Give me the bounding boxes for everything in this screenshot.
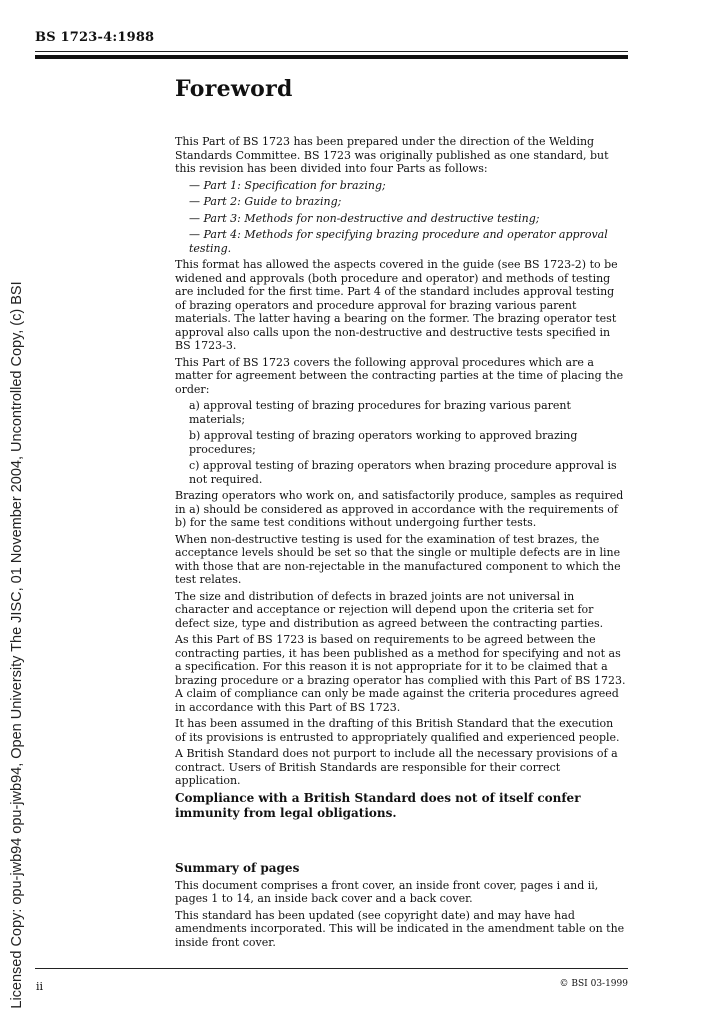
footer-rule — [35, 968, 628, 969]
operators-paragraph: Brazing operators who work on, and satisfactorily produce, samples as required in a) should be considered as approved in accordance with the requirements of b) for the same test conditions without undergoing further tests. — [175, 489, 624, 529]
covers-paragraph: This Part of BS 1723 covers the following approval procedures which are a matter for agreement between the contracting parties at the time of placing the order: — [175, 355, 624, 396]
header-rule-thick — [35, 55, 628, 59]
compliance-statement: Compliance with a British Standard does not of itself confer immunity from legal obligations. — [175, 790, 581, 820]
page-number: ii — [36, 980, 44, 993]
copyright-notice: © BSI 03-1999 — [559, 979, 628, 989]
license-notice: Licensed Copy: opu-jwb94 opu-jwb94, Open University The JISC, 01 November 2004, Uncontrolled Copy, (c) BSI — [9, 281, 25, 1009]
procedure-list-item: a) approval testing of brazing procedures for brazing various parent materials; — [189, 399, 571, 426]
purport-paragraph: A British Standard does not purport to include all the necessary provisions of a contract. Users of British Standards are responsible for their correct application. — [175, 747, 618, 787]
assumed-paragraph: It has been assumed in the drafting of this British Standard that the execution of its provisions is entrusted to appropriately qualified and experienced people. — [175, 717, 620, 744]
ndt-paragraph: When non-destructive testing is used for the examination of test brazes, the acceptance levels should be set so that the single or multiple defects are in line with those that are non-rejectable in the manufactured component to which the test relates. — [175, 532, 621, 586]
side-margin — [0, 0, 34, 1024]
method-paragraph: As this Part of BS 1723 is based on requirements to be agreed between the contracting parties, it has been published as a method for specifying and not as a specification. For this reason it is not appropriate for it to be claimed that a brazing procedure or a brazing operator has complied with this Part of BS 1723. A claim of compliance can only be made against the criteria procedures agreed in accordance with this Part of BS 1723. — [175, 633, 626, 714]
parts-list-item: — Part 3: Methods for non-destructive and destructive testing; — [189, 211, 540, 225]
page-title: Foreword — [175, 76, 293, 102]
header-rule-thin — [35, 51, 628, 52]
summary-section — [175, 862, 627, 952]
summary-heading: Summary of pages — [175, 861, 300, 875]
format-paragraph: This format has allowed the aspects covered in the guide (see BS 1723-2) to be widened and approvals (both procedure and operator) and methods of testing are included for the first time. Part 4 of the standard includes approval testing of brazing operators and procedure approval for brazing various parent materials. The latter having a bearing on the former. The brazing operator test approval also calls upon the non-destructive and destructive tests specified in BS 1723-3. — [175, 258, 618, 352]
defects-paragraph: The size and distribution of defects in brazed joints are not universal in character and acceptance or rejection will depend upon the criteria set for defect size, type and distribution as agreed between the contracting parties. — [175, 589, 604, 630]
parts-list-item: — Part 1: Specification for brazing; — [189, 178, 386, 192]
summary-pages-paragraph: This document comprises a front cover, an inside front cover, pages i and ii, pages 1 to 14, an inside back cover and a back cover. — [175, 878, 599, 905]
intro-paragraph: This Part of BS 1723 has been prepared under the direction of the Welding Standards Committee. BS 1723 was originally published as one standard, but this revision has been divided into four Parts as follows: — [175, 135, 609, 175]
foreword-body — [175, 135, 627, 824]
parts-list-item: — Part 4: Methods for specifying brazing procedure and operator approval testing. — [189, 228, 608, 255]
summary-updated-paragraph: This standard has been updated (see copyright date) and may have had amendments incorporated. This will be indicated in the amendment table on the inside front cover. — [175, 908, 625, 949]
procedure-list-item: c) approval testing of brazing operators when brazing procedure approval is not required. — [189, 459, 617, 486]
parts-list-item: — Part 2: Guide to brazing; — [189, 195, 342, 208]
procedure-list-item: b) approval testing of brazing operators working to approved brazing procedures; — [189, 429, 578, 456]
document-id: BS 1723-4:1988 — [35, 30, 155, 45]
